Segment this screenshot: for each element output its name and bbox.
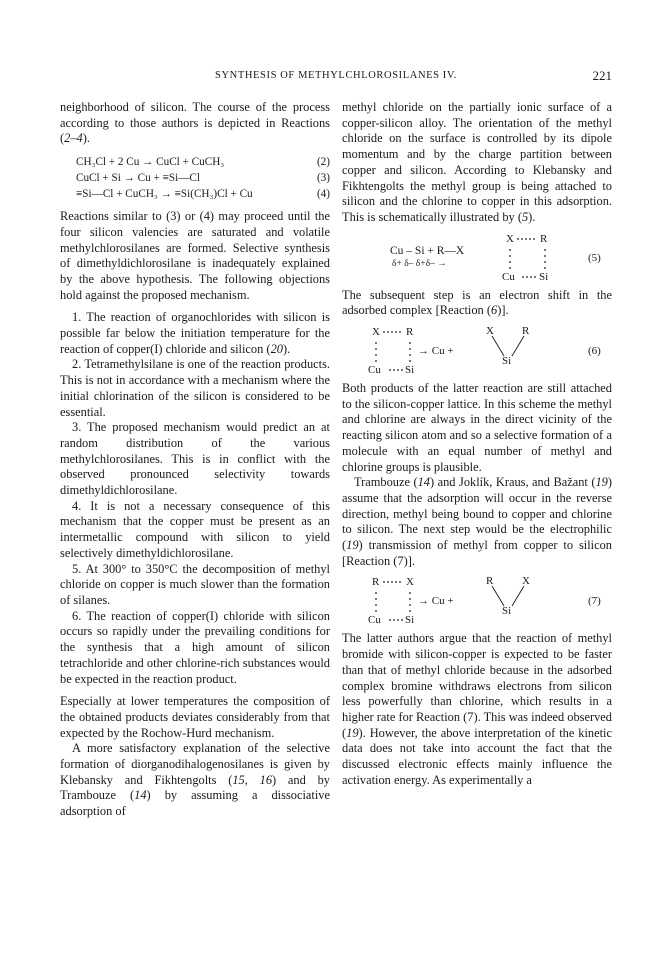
objection-1: 1. The reaction of organochlorides with silicon is possible far below the initiation temperature for the reaction of copper(I) chloride and silicon (20). <box>60 310 330 356</box>
citation: 19 <box>595 475 608 490</box>
right-column <box>342 100 612 789</box>
objection-6: 6. The reaction of copper(I) chloride with silicon occurs so rapidly under the prevailing conditions for the synthesis that a high amount of silicon tetrachloride and other chlorine-rich substances would be expected in the reaction product. <box>60 608 330 686</box>
objection-5: 5. At 300° to 350°C the decomposition of methyl chloride on copper is much slower than the formation of silanes. <box>60 561 330 607</box>
left-column <box>60 100 330 820</box>
scheme-6-si: Si <box>405 364 415 377</box>
citation: 2–4 <box>64 131 83 146</box>
left-paragraph-1: neighborhood of silicon. The course of the process according to those authors is depicted in Reactions (2–4). <box>60 100 330 146</box>
running-title: SYNTHESIS OF METHYLCHLOROSILANES IV. <box>215 70 457 81</box>
scheme-6-arrow: → Cu + <box>418 345 454 358</box>
equation-number: (4) <box>316 188 330 201</box>
equation-2: CH₃Cl + 2 Cu → CuCl + CuCH₃ (2) <box>76 156 330 169</box>
equation-number: (6) <box>588 345 601 358</box>
scheme-7-x: X <box>406 576 414 589</box>
scheme-7-r: R <box>372 576 380 589</box>
scheme-5-r: R <box>540 232 548 245</box>
scheme-6-product-r: R <box>522 325 530 338</box>
scheme-7-cu: Cu <box>368 614 381 627</box>
citation: 14 <box>134 788 147 803</box>
scheme-5 <box>342 230 612 284</box>
right-paragraph-2: The subsequent step is an electron shift in the adsorbed complex [Reaction (6)]. <box>342 287 612 318</box>
equation-number: (5) <box>588 251 601 264</box>
scheme-5-charges: δ+ δ– δ+δ– → <box>392 258 447 269</box>
left-paragraph-3: Especially at lower temperatures the composition of the obtained products deviates considerably from that expected by the Rochow-Hurd mechanism. <box>60 694 330 740</box>
equations-2-4 <box>60 154 330 202</box>
scheme-6 <box>342 323 612 377</box>
scheme-7-arrow: → Cu + <box>418 595 454 608</box>
scheme-5-x: X <box>506 232 514 245</box>
objection-3: 3. The proposed mechanism would predict an at random distribution of the various methylchlorosilanes. This is in conflict with the observed pronounced selectivity towards dimethyldichlorosilane. <box>60 420 330 498</box>
citation: 5 <box>521 209 529 224</box>
scheme-6-x: X <box>372 326 380 339</box>
scheme-7 <box>342 573 612 627</box>
left-paragraph-4: A more satisfactory explanation of the selective formation of diorganodihalogenosilanes is given by Klebansky and Fikhtengolts (15, 16) and by Trambouze (14) by assuming a dissociative adsorption of <box>60 741 330 819</box>
scheme-6-cu: Cu <box>368 364 381 377</box>
equation-number: (7) <box>588 595 601 608</box>
scheme-6-product-x: X <box>486 325 494 338</box>
scheme-7-product-x: X <box>522 575 530 588</box>
equation-4: ≡Si—Cl + CuCH₃ → ≡Si(CH₃)Cl + Cu (4) <box>76 188 330 201</box>
right-paragraph-5: The latter authors argue that the reaction of methyl bromide with silicon-copper is expected to be faster than that of methyl chloride because in the adsorbed complex bromine withdraws electrons from silicon less powerfully than chlorine, which results in a higher rate for Reaction (7). This was indeed observed (19). However, the above interpretation of the kinetic data does not take into account the fact that the discussed electronic effects mainly influence the activation energy. As experimentally a <box>342 631 612 787</box>
citation: 19 <box>346 538 359 553</box>
scheme-5-cu: Cu <box>502 270 515 283</box>
right-paragraph-1: methyl chloride on the partially ionic surface of a copper-silicon alloy. The orientation of the methyl chloride on the surface is controlled by its dipole momentum and by the charge partition between copper and silicon. According to Klebansky and Fikhtengolts the methyl group is being attached to silicon and the chlorine to copper in this adsorption. This is schematically illustrated by (5). <box>342 100 612 224</box>
scheme-5-si: Si <box>539 270 549 283</box>
equation-3: CuCl + Si → Cu + ≡Si—Cl (3) <box>76 172 330 185</box>
right-paragraph-4: Trambouze (14) and Joklík, Kraus, and Bažant (19) assume that the adsorption will occur in the reverse direction, methyl being bound to copper and chlorine to silicon. The next step would be the electrophilic (19) transmission of methyl from copper to silicon [Reaction (7)]. <box>342 475 612 568</box>
citation: 15, 16 <box>232 772 273 787</box>
page-number: 221 <box>592 68 612 83</box>
scheme-5-dots <box>342 230 612 284</box>
scheme-7-product-r: R <box>486 575 494 588</box>
objection-2: 2. Tetramethylsilane is one of the reaction products. This is not in accordance with a mechanism where the initial chlorination of the silicon is considered to be essential. <box>60 357 330 419</box>
equation-number: (3) <box>316 172 330 185</box>
equation-number: (2) <box>316 156 330 169</box>
left-paragraph-2: Reactions similar to (3) or (4) may proceed until the four silicon valencies are saturated and volatile methylchlorosilanes are formed. Selective synthesis of dimethyldichlorosilane is inadequately explained by the above hypothesis. The following objections hold against the proposed mechanism. <box>60 209 330 302</box>
citation: 19 <box>346 725 359 740</box>
citation: 20 <box>270 341 283 356</box>
objection-4: 4. It is not a necessary consequence of this mechanism that the copper must be present as an intermetallic compound with silicon to yield selectively dimethyldichlorosilane. <box>60 498 330 560</box>
scheme-6-lines <box>342 323 612 377</box>
scheme-7-product-si: Si <box>502 605 512 618</box>
scheme-7-si: Si <box>405 614 415 627</box>
right-paragraph-3: Both products of the latter reaction are still attached to the silicon-copper lattice. In this scheme the methyl and chlorine are always in the direct vicinity of the reacting silicon atom and so a selective formation of a molecule with an equal number of methyl and chlorine groups is plausible. <box>342 381 612 474</box>
citation: 14 <box>417 475 430 490</box>
scheme-5-reactants: Cu – Si + R—X <box>390 244 465 257</box>
citation: 6 <box>490 303 498 318</box>
scheme-7-lines <box>342 573 612 627</box>
scheme-6-product-si: Si <box>502 355 512 368</box>
scheme-6-r: R <box>406 326 414 339</box>
page-header <box>60 70 612 88</box>
